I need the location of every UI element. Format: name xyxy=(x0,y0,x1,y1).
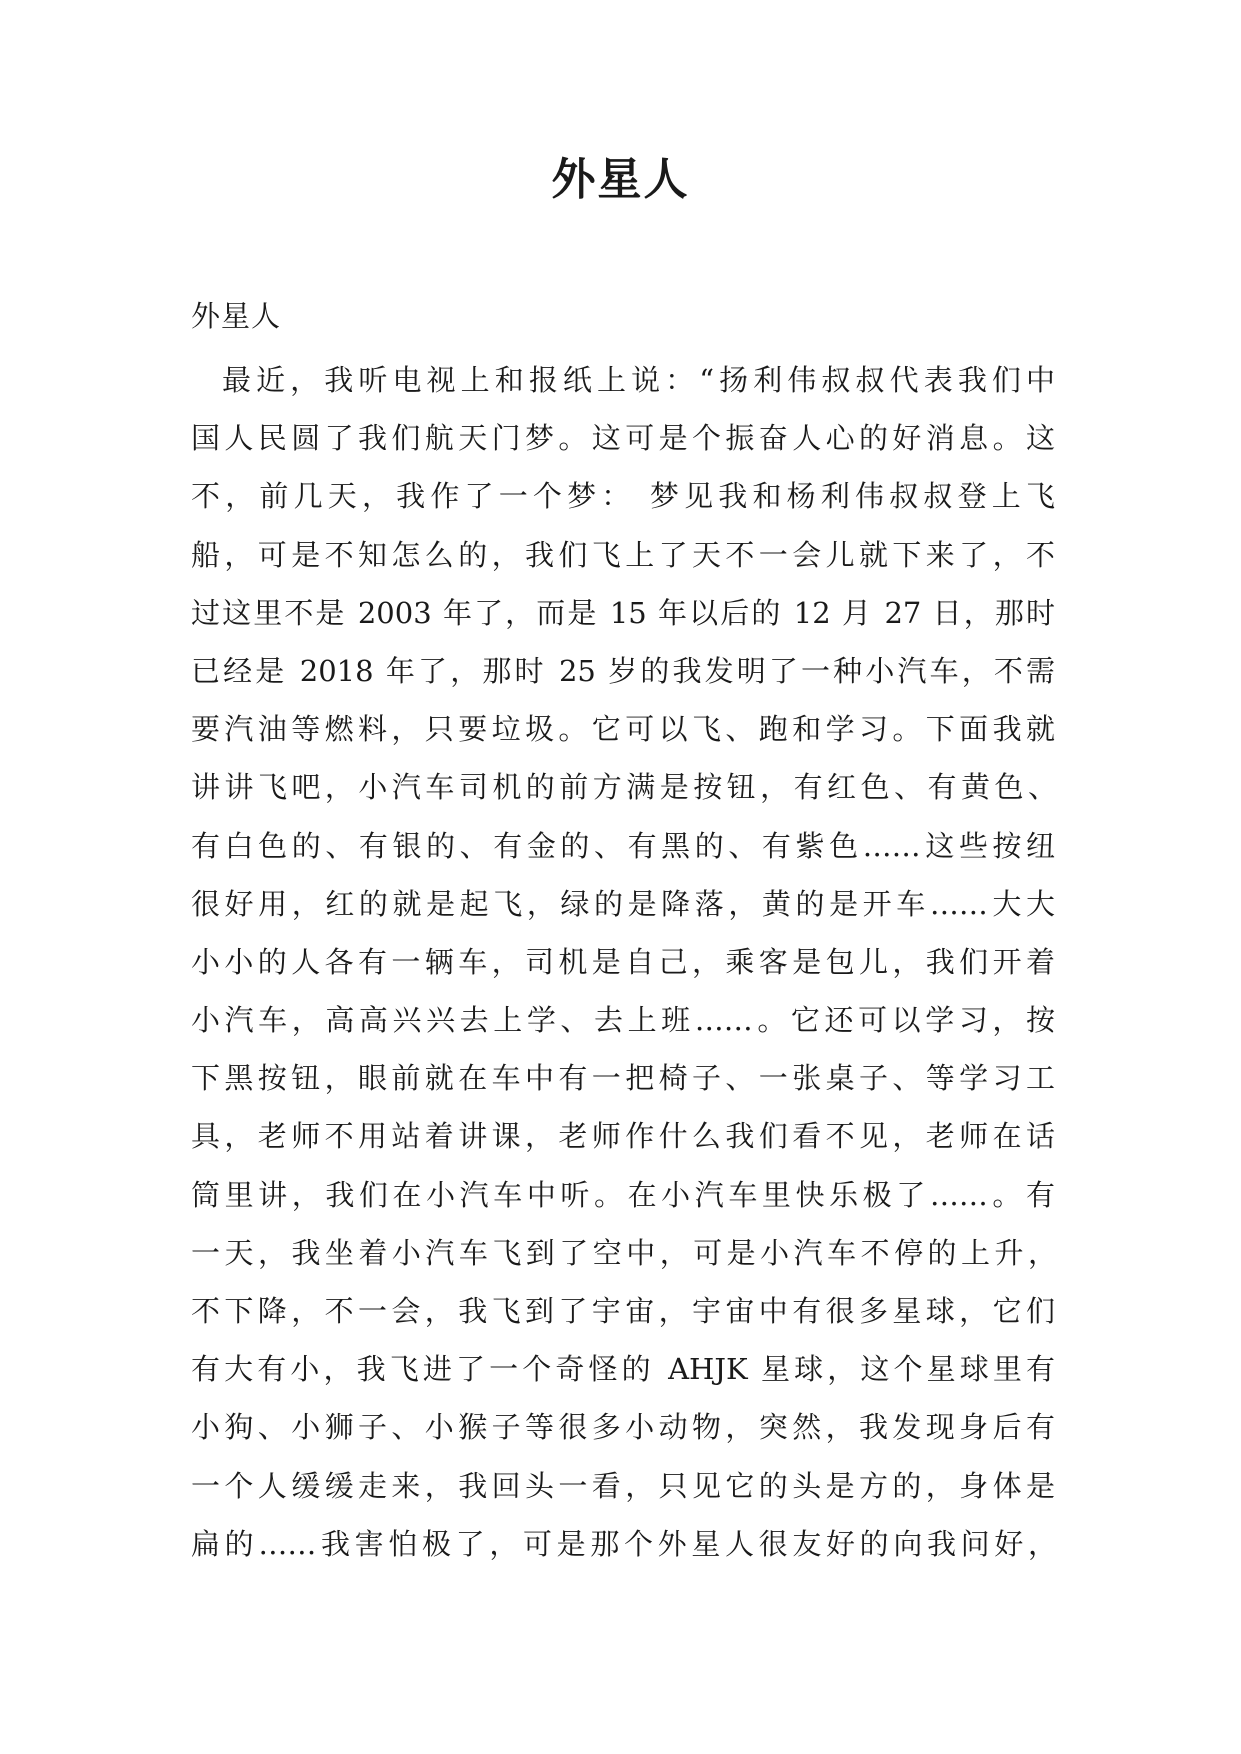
body-line: 国人民圆了我们航天门梦。这可是个振奋人心的好消息。这 xyxy=(191,421,1055,456)
body-line: 最近，我听电视上和报纸上说：“扬利伟叔叔代表我们中 xyxy=(222,363,1055,397)
body-line: 一天，我坐着小汽车飞到了空中，可是小汽车不停的上升， xyxy=(191,1235,1057,1270)
body-line: 船，可是不知怎么的，我们飞上了天不一会儿就下来了，不 xyxy=(191,537,1055,572)
body-line: 要汽油等燃料，只要垃圾。它可以飞、跑和学习。下面我就 xyxy=(191,712,1055,747)
body-line: 很好用，红的就是起飞，绿的是降落，黄的是开车……大大 xyxy=(191,886,1055,921)
body-line: 不下降，不一会，我飞到了宇宙，宇宙中有很多星球，它们 xyxy=(191,1294,1055,1328)
document-subheading: 外星人 xyxy=(191,299,282,333)
body-line: 小小的人各有一辆车，司机是自己，乘客是包儿，我们开着 xyxy=(191,944,1055,979)
body-line: 有白色的、有银的、有金的、有黑的、有紫色……这些按纽 xyxy=(191,828,1055,863)
document-title: 外星人 xyxy=(551,154,690,205)
body-line: 有大有小，我飞进了一个奇怪的 AHJK 星球，这个星球里有 xyxy=(191,1352,1055,1387)
body-line: 筒里讲，我们在小汽车中听。在小汽车里快乐极了……。有 xyxy=(191,1177,1055,1212)
document-body xyxy=(191,351,1071,1573)
body-line: 小汽车，高高兴兴去上学、去上班……。它还可以学习，按 xyxy=(191,1003,1055,1038)
body-line: 具，老师不用站着讲课，老师作什么我们看不见，老师在话 xyxy=(191,1119,1055,1154)
body-line: 讲讲飞吧，小汽车司机的前方满是按钮，有红色、有黄色、 xyxy=(191,770,1057,805)
body-line: 小狗、小狮子、小猴子等很多小动物，突然，我发现身后有 xyxy=(191,1410,1055,1445)
body-line: 一个人缓缓走来，我回头一看，只见它的头是方的，身体是 xyxy=(191,1468,1055,1503)
body-line: 不，前几天，我作了一个梦： 梦见我和杨利伟叔叔登上飞 xyxy=(191,479,1055,514)
body-line: 扁的……我害怕极了，可是那个外星人很友好的向我问好， xyxy=(191,1526,1057,1561)
body-line: 过这里不是 2003 年了，而是 15 年以后的 12 月 27 日，那时 xyxy=(191,595,1055,630)
body-line: 已经是 2018 年了，那时 25 岁的我发明了一种小汽车，不需 xyxy=(191,653,1055,688)
body-line: 下黑按钮，眼前就在车中有一把椅子、一张桌子、等学习工 xyxy=(191,1061,1055,1096)
